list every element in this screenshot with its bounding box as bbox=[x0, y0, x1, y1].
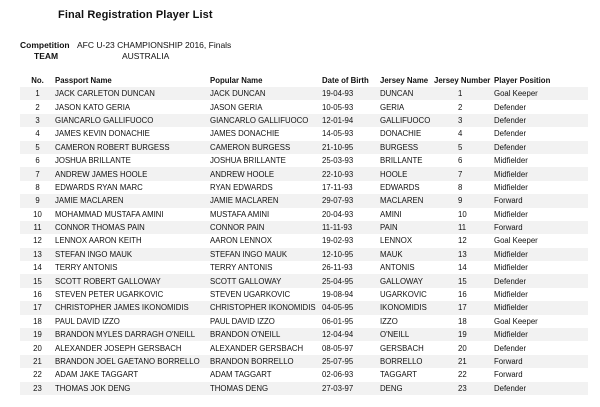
date-of-birth: 12-10-95 bbox=[322, 249, 354, 259]
table-row bbox=[20, 181, 588, 194]
jersey-name: LENNOX bbox=[380, 236, 413, 246]
jersey-number: 5 bbox=[458, 142, 463, 152]
table-row bbox=[20, 154, 588, 167]
jersey-name: DONACHIE bbox=[380, 129, 422, 139]
passport-name: JACK CARLETON DUNCAN bbox=[55, 89, 155, 99]
passport-name: STEFAN INGO MAUK bbox=[55, 249, 133, 259]
jersey-name: IZZO bbox=[380, 316, 398, 326]
popular-name: JACK DUNCAN bbox=[210, 89, 266, 99]
table-row bbox=[20, 368, 588, 381]
table-row bbox=[20, 221, 588, 234]
popular-name: BRANDON BORRELLO bbox=[210, 357, 294, 366]
passport-name: LENNOX AARON KEITH bbox=[55, 236, 142, 246]
jersey-number: 15 bbox=[458, 276, 467, 286]
page-title: Final Registration Player List bbox=[58, 9, 213, 21]
passport-name: JASON KATO GERIA bbox=[55, 102, 131, 112]
player-no: 21 bbox=[33, 357, 42, 366]
jersey-name: GERSBACH bbox=[380, 343, 424, 353]
jersey-number: 14 bbox=[458, 263, 467, 273]
jersey-name: IKONOMIDIS bbox=[380, 303, 427, 313]
player-no: 3 bbox=[35, 115, 40, 125]
passport-name: CAMERON ROBERT BURGESS bbox=[55, 142, 170, 152]
player-position: Midfielder bbox=[494, 209, 528, 219]
player-no: 15 bbox=[33, 276, 42, 286]
jersey-name: EDWARDS bbox=[380, 182, 420, 192]
jersey-number: 22 bbox=[458, 370, 467, 380]
team-label: TEAM bbox=[34, 51, 59, 61]
popular-name: ADAM TAGGART bbox=[210, 370, 272, 380]
player-no: 10 bbox=[33, 209, 42, 219]
player-position: Midfielder bbox=[494, 156, 528, 166]
passport-name: ALEXANDER JOSEPH GERSBACH bbox=[55, 343, 182, 353]
date-of-birth: 04-05-95 bbox=[322, 303, 354, 313]
popular-name: STEFAN INGO MAUK bbox=[210, 249, 288, 259]
player-no: 9 bbox=[35, 196, 40, 206]
table-row bbox=[20, 114, 588, 127]
player-position: Defender bbox=[494, 102, 527, 112]
player-no: 13 bbox=[33, 249, 42, 259]
jersey-number: 12 bbox=[458, 236, 467, 246]
jersey-number: 19 bbox=[458, 330, 467, 340]
date-of-birth: 11-11-93 bbox=[322, 223, 353, 233]
passport-name: EDWARDS RYAN MARC bbox=[55, 182, 143, 192]
jersey-name: MACLAREN bbox=[380, 196, 424, 206]
competition-label: Competition bbox=[20, 40, 70, 50]
date-of-birth: 14-05-93 bbox=[322, 129, 354, 139]
popular-name: BRANDON O'NEILL bbox=[210, 330, 281, 340]
player-position: Forward bbox=[494, 357, 523, 366]
player-position: Defender bbox=[494, 142, 527, 152]
jersey-name: GALLOWAY bbox=[380, 276, 423, 286]
popular-name: CONNOR PAIN bbox=[210, 223, 265, 233]
passport-name: STEVEN PETER UGARKOVIC bbox=[55, 290, 164, 300]
jersey-name: BURGESS bbox=[380, 142, 419, 152]
jersey-name: MAUK bbox=[380, 249, 403, 259]
jersey-number: 11 bbox=[458, 223, 467, 233]
popular-name: CHRISTOPHER IKONOMIDIS bbox=[210, 303, 316, 313]
jersey-name: GALLIFUOCO bbox=[380, 115, 431, 125]
popular-name: GIANCARLO GALLIFUOCO bbox=[210, 115, 309, 125]
jersey-number: 20 bbox=[458, 343, 467, 353]
player-no: 1 bbox=[35, 89, 40, 99]
jersey-number: 18 bbox=[458, 316, 467, 326]
jersey-number: 10 bbox=[458, 209, 467, 219]
date-of-birth: 22-10-93 bbox=[322, 169, 354, 179]
date-of-birth: 25-04-95 bbox=[322, 276, 354, 286]
date-of-birth: 12-04-94 bbox=[322, 330, 354, 340]
player-no: 19 bbox=[33, 330, 42, 340]
player-no: 17 bbox=[33, 303, 42, 313]
player-position: Goal Keeper bbox=[494, 89, 538, 99]
popular-name: RYAN EDWARDS bbox=[210, 182, 273, 192]
player-position: Midfielder bbox=[494, 263, 528, 273]
table-row bbox=[20, 87, 588, 100]
popular-name: PAUL DAVID IZZO bbox=[210, 316, 275, 326]
jersey-number: 23 bbox=[458, 383, 467, 393]
col-header-date-of-birth: Date of Birth bbox=[322, 75, 369, 85]
passport-name: JAMES KEVIN DONACHIE bbox=[55, 129, 150, 139]
player-no: 16 bbox=[33, 290, 42, 300]
jersey-number: 4 bbox=[458, 129, 463, 139]
jersey-name: BORRELLO bbox=[380, 357, 423, 366]
jersey-number: 16 bbox=[458, 290, 467, 300]
passport-name: JAMIE MACLAREN bbox=[55, 196, 124, 206]
player-no: 7 bbox=[35, 169, 40, 179]
popular-name: THOMAS DENG bbox=[210, 383, 269, 393]
jersey-number: 13 bbox=[458, 249, 467, 259]
table-row bbox=[20, 382, 588, 395]
jersey-name: DENG bbox=[380, 383, 403, 393]
table-row bbox=[20, 274, 588, 287]
player-no: 8 bbox=[35, 182, 40, 192]
jersey-number: 17 bbox=[458, 303, 467, 313]
jersey-number: 6 bbox=[458, 156, 463, 166]
player-no: 5 bbox=[35, 142, 40, 152]
table-row bbox=[20, 167, 588, 180]
player-no: 18 bbox=[33, 316, 42, 326]
passport-name: MOHAMMAD MUSTAFA AMINI bbox=[55, 209, 164, 219]
player-position: Forward bbox=[494, 223, 523, 233]
player-no: 22 bbox=[33, 370, 42, 380]
player-no: 14 bbox=[33, 263, 42, 273]
jersey-name: ANTONIS bbox=[380, 263, 415, 273]
table-row bbox=[20, 315, 588, 328]
table-row bbox=[20, 141, 588, 154]
popular-name: ANDREW HOOLE bbox=[210, 169, 275, 179]
player-position: Midfielder bbox=[494, 182, 528, 192]
table-row bbox=[20, 248, 588, 261]
date-of-birth: 19-04-93 bbox=[322, 89, 354, 99]
player-position: Defender bbox=[494, 383, 527, 393]
date-of-birth: 17-11-93 bbox=[322, 182, 353, 192]
date-of-birth: 19-02-93 bbox=[322, 236, 354, 246]
col-header-player-position: Player Position bbox=[494, 75, 551, 85]
player-rows bbox=[20, 87, 588, 395]
date-of-birth: 12-01-94 bbox=[322, 115, 354, 125]
player-position: Defender bbox=[494, 115, 527, 125]
popular-name: MUSTAFA AMINI bbox=[210, 209, 270, 219]
player-table bbox=[20, 73, 588, 395]
col-header-jersey-name: Jersey Name bbox=[380, 75, 429, 85]
passport-name: JOSHUA BRILLANTE bbox=[55, 156, 131, 166]
col-header-no: No. bbox=[31, 75, 44, 85]
player-no: 6 bbox=[35, 156, 40, 166]
date-of-birth: 06-01-95 bbox=[322, 316, 354, 326]
player-no: 12 bbox=[33, 236, 42, 246]
jersey-number: 21 bbox=[458, 357, 467, 366]
date-of-birth: 08-05-97 bbox=[322, 343, 354, 353]
table-header-row bbox=[20, 73, 588, 87]
table-row bbox=[20, 301, 588, 314]
col-header-jersey-number: Jersey Number bbox=[434, 75, 491, 85]
popular-name: SCOTT GALLOWAY bbox=[210, 276, 282, 286]
passport-name: GIANCARLO GALLIFUOCO bbox=[55, 115, 154, 125]
passport-name: BRANDON MYLES DARRAGH O'NEILL bbox=[55, 330, 196, 340]
table-row bbox=[20, 234, 588, 247]
date-of-birth: 19-08-94 bbox=[322, 290, 354, 300]
jersey-number: 2 bbox=[458, 102, 463, 112]
player-position: Goal Keeper bbox=[494, 316, 538, 326]
popular-name: JAMES DONACHIE bbox=[210, 129, 280, 139]
player-position: Defender bbox=[494, 129, 527, 139]
date-of-birth: 02-06-93 bbox=[322, 370, 354, 380]
passport-name: SCOTT ROBERT GALLOWAY bbox=[55, 276, 161, 286]
player-position: Midfielder bbox=[494, 303, 528, 313]
competition-value: AFC U-23 CHAMPIONSHIP 2016, Finals bbox=[77, 40, 232, 50]
player-no: 11 bbox=[33, 223, 42, 233]
table-row bbox=[20, 328, 588, 341]
passport-name: ANDREW JAMES HOOLE bbox=[55, 169, 148, 179]
player-position: Defender bbox=[494, 343, 527, 353]
table-row bbox=[20, 208, 588, 221]
popular-name: ALEXANDER GERSBACH bbox=[210, 343, 304, 353]
player-no: 20 bbox=[33, 343, 42, 353]
popular-name: TERRY ANTONIS bbox=[210, 263, 273, 273]
date-of-birth: 20-04-93 bbox=[322, 209, 354, 219]
table-row bbox=[20, 355, 588, 368]
table-row bbox=[20, 261, 588, 274]
jersey-name: BRILLANTE bbox=[380, 156, 423, 166]
passport-name: PAUL DAVID IZZO bbox=[55, 316, 120, 326]
popular-name: JOSHUA BRILLANTE bbox=[210, 156, 286, 166]
passport-name: BRANDON JOEL GAETANO BORRELLO bbox=[55, 357, 200, 366]
player-position: Goal Keeper bbox=[494, 236, 538, 246]
player-position: Midfielder bbox=[494, 290, 528, 300]
passport-name: TERRY ANTONIS bbox=[55, 263, 118, 273]
date-of-birth: 29-07-93 bbox=[322, 196, 354, 206]
player-position: Midfielder bbox=[494, 330, 528, 340]
popular-name: AARON LENNOX bbox=[210, 236, 272, 246]
passport-name: CONNOR THOMAS PAIN bbox=[55, 223, 145, 233]
jersey-number: 7 bbox=[458, 169, 463, 179]
date-of-birth: 21-10-95 bbox=[322, 142, 354, 152]
jersey-name: HOOLE bbox=[380, 169, 408, 179]
jersey-number: 8 bbox=[458, 182, 463, 192]
table-row bbox=[20, 288, 588, 301]
player-position: Midfielder bbox=[494, 249, 528, 259]
player-no: 4 bbox=[35, 129, 40, 139]
passport-name: CHRISTOPHER JAMES IKONOMIDIS bbox=[55, 303, 189, 313]
date-of-birth: 25-07-95 bbox=[322, 357, 354, 366]
popular-name: JASON GERIA bbox=[210, 102, 263, 112]
col-header-popular-name: Popular Name bbox=[210, 75, 263, 85]
popular-name: CAMERON BURGESS bbox=[210, 142, 291, 152]
date-of-birth: 27-03-97 bbox=[322, 383, 354, 393]
date-of-birth: 26-11-93 bbox=[322, 263, 353, 273]
date-of-birth: 25-03-93 bbox=[322, 156, 354, 166]
player-no: 23 bbox=[33, 383, 42, 393]
jersey-name: DUNCAN bbox=[380, 89, 414, 99]
jersey-number: 1 bbox=[458, 89, 463, 99]
jersey-number: 3 bbox=[458, 115, 463, 125]
jersey-name: TAGGART bbox=[380, 370, 417, 380]
date-of-birth: 10-05-93 bbox=[322, 102, 354, 112]
player-position: Defender bbox=[494, 276, 527, 286]
team-value: AUSTRALIA bbox=[122, 51, 170, 61]
jersey-name: PAIN bbox=[380, 223, 398, 233]
passport-name: ADAM JAKE TAGGART bbox=[55, 370, 139, 380]
passport-name: THOMAS JOK DENG bbox=[55, 383, 131, 393]
popular-name: JAMIE MACLAREN bbox=[210, 196, 279, 206]
player-position: Midfielder bbox=[494, 169, 528, 179]
jersey-number: 9 bbox=[458, 196, 463, 206]
popular-name: STEVEN UGARKOVIC bbox=[210, 290, 291, 300]
col-header-passport-name: Passport Name bbox=[55, 75, 112, 85]
table-row bbox=[20, 100, 588, 113]
table-row bbox=[20, 341, 588, 354]
player-no: 2 bbox=[35, 102, 40, 112]
jersey-name: O'NEILL bbox=[380, 330, 410, 340]
table-row bbox=[20, 127, 588, 140]
jersey-name: GERIA bbox=[380, 102, 405, 112]
player-position: Forward bbox=[494, 196, 523, 206]
player-position: Forward bbox=[494, 370, 523, 380]
table-row bbox=[20, 194, 588, 207]
jersey-name: UGARKOVIC bbox=[380, 290, 427, 300]
jersey-name: AMINI bbox=[380, 209, 402, 219]
